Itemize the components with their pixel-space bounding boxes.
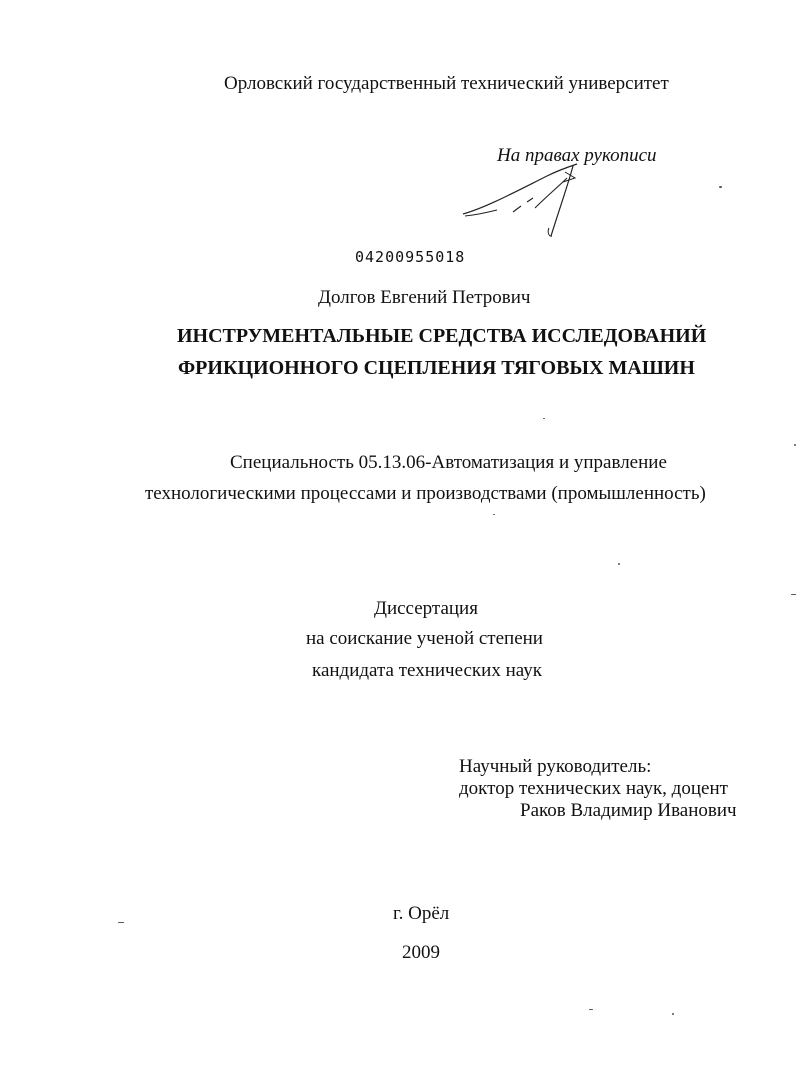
- scan-speck: [543, 418, 545, 419]
- city: г. Орёл: [393, 903, 450, 924]
- scan-speck: [794, 444, 796, 446]
- manuscript-note: На правах рукописи: [497, 145, 657, 166]
- author-name: Долгов Евгений Петрович: [318, 287, 531, 308]
- scan-speck: [719, 186, 722, 188]
- scan-speck: [118, 922, 124, 923]
- degree-line-1: Диссертация: [374, 598, 478, 619]
- university-name: Орловский государственный технический университет: [224, 73, 669, 94]
- scan-speck: [791, 594, 796, 595]
- scan-speck: [589, 1009, 593, 1010]
- scan-speck: [672, 1013, 674, 1015]
- dissertation-title-line-1: ИНСТРУМЕНТАЛЬНЫЕ СРЕДСТВА ИССЛЕДОВАНИЙ: [177, 325, 707, 347]
- supervisor-label: Научный руководитель:: [459, 756, 652, 777]
- dissertation-title-line-2: ФРИКЦИОННОГО СЦЕПЛЕНИЯ ТЯГОВЫХ МАШИН: [178, 357, 695, 379]
- supervisor-name: Раков Владимир Иванович: [520, 800, 737, 821]
- scan-speck: [493, 514, 495, 515]
- registry-number: 04200955018: [355, 248, 466, 266]
- specialty-line-2: технологическими процессами и производствами (промышленность): [145, 483, 706, 504]
- specialty-line-1: Специальность 05.13.06-Автоматизация и управление: [230, 452, 667, 473]
- year: 2009: [402, 942, 440, 963]
- degree-line-3: кандидата технических наук: [312, 660, 542, 681]
- scan-speck: [618, 563, 620, 565]
- supervisor-rank: доктор технических наук, доцент: [459, 778, 728, 799]
- degree-line-2: на соискание ученой степени: [306, 628, 543, 649]
- handwritten-signature: [455, 158, 595, 240]
